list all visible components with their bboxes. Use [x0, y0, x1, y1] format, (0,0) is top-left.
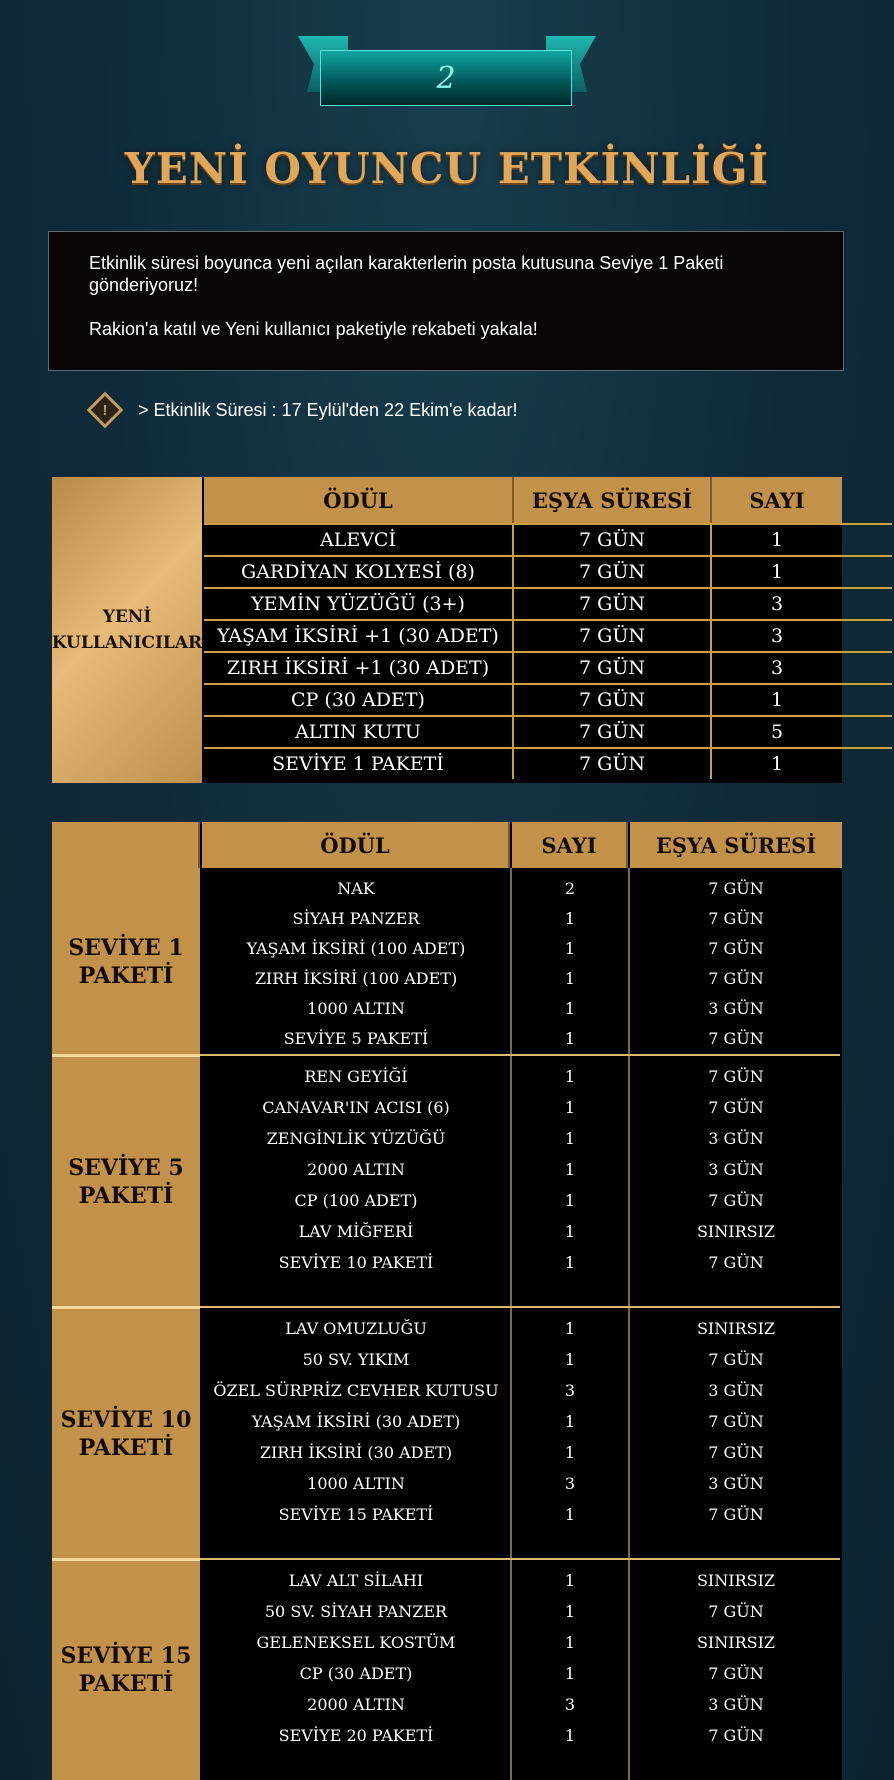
duration-cell: SINIRSIZ — [696, 1571, 776, 1590]
count-cell: 1 — [564, 1191, 576, 1210]
reward-cell: ZENGİNLİK YÜZÜĞÜ — [266, 1129, 446, 1148]
count-cell: 1 — [564, 1726, 576, 1745]
duration-cell: SINIRSIZ — [696, 1222, 776, 1241]
duration-cell: 3 GÜN — [708, 1474, 764, 1493]
count-cell: 3 — [770, 657, 784, 679]
header-item-duration: EŞYA SÜRESİ — [630, 822, 842, 868]
package-divider — [52, 1054, 200, 1057]
count-cell: 1 — [564, 1098, 576, 1117]
reward-cell: NAK — [337, 879, 375, 898]
package-label: SEVİYE 15 PAKETİ — [52, 1560, 200, 1780]
count-cell: 5 — [770, 721, 784, 743]
reward-cell: YAŞAM İKSİRİ (30 ADET) — [251, 1412, 461, 1431]
count-cell: 3 — [564, 1474, 576, 1493]
count-cell: 1 — [770, 561, 784, 583]
count-cell: 1 — [564, 1350, 576, 1369]
reward-cell: 1000 ALTIN — [307, 999, 405, 1018]
count-cell: 1 — [564, 1222, 576, 1241]
count-cell: 3 — [770, 625, 784, 647]
section-number: 2 — [436, 60, 456, 96]
reward-cell: CANAVAR'IN ACISI (6) — [262, 1098, 450, 1117]
table-row — [204, 619, 892, 651]
description-line-1: Etkinlik süresi boyunca yeni açılan karakterlerin posta kutusuna Seviye 1 Paketi gönderiyoruz! — [89, 253, 724, 295]
duration-cell: 7 GÜN — [514, 717, 712, 747]
package-label: SEVİYE 5 PAKETİ — [52, 1056, 200, 1308]
count-cell: 1 — [564, 1664, 576, 1683]
duration-cell: 7 GÜN — [708, 1726, 764, 1745]
reward-cell: GELENEKSEL KOSTÜM — [256, 1633, 456, 1652]
count-cell: 3 — [564, 1695, 576, 1714]
count-cell: 1 — [564, 1029, 576, 1048]
duration-cell: 3 GÜN — [708, 1695, 764, 1714]
table-row — [204, 747, 892, 779]
duration-cell: 7 GÜN — [514, 621, 712, 651]
package-label: SEVİYE 1 PAKETİ — [52, 868, 200, 1056]
duration-cell: 7 GÜN — [708, 939, 764, 958]
table-row — [204, 651, 892, 683]
reward-cell: LAV OMUZLUĞU — [285, 1319, 427, 1338]
event-period-text: > Etkinlik Süresi : 17 Eylül'den 22 Ekim'e kadar! — [138, 399, 518, 420]
ribbon-band — [320, 50, 572, 106]
table-row — [204, 587, 892, 619]
count-cell: 1 — [564, 1505, 576, 1524]
duration-cell: 7 GÜN — [708, 1067, 764, 1086]
duration-cell: 7 GÜN — [514, 749, 712, 779]
duration-cell: 7 GÜN — [708, 879, 764, 898]
header-count: SAYI — [712, 477, 842, 523]
count-cell: 2 — [564, 879, 576, 898]
reward-cell: YAŞAM İKSİRİ +1 (30 ADET) — [204, 621, 514, 651]
header-reward: ÖDÜL — [204, 477, 514, 523]
section-ribbon — [298, 36, 596, 108]
reward-cell: 50 SV. YIKIM — [302, 1350, 410, 1369]
reward-cell: 50 SV. SİYAH PANZER — [264, 1602, 448, 1621]
duration-cell: 7 GÜN — [708, 1098, 764, 1117]
group-divider — [200, 1558, 840, 1560]
group-divider — [200, 1054, 840, 1056]
duration-cell: 7 GÜN — [708, 1350, 764, 1369]
reward-cell: SEVİYE 20 PAKETİ — [278, 1726, 434, 1745]
reward-cell: ALTIN KUTU — [204, 717, 514, 747]
event-period — [88, 392, 518, 428]
reward-cell: SEVİYE 1 PAKETİ — [204, 749, 514, 779]
reward-cell: 2000 ALTIN — [307, 1160, 405, 1179]
header-item-duration: EŞYA SÜRESİ — [514, 477, 712, 523]
duration-cell: 7 GÜN — [708, 1505, 764, 1524]
reward-cell: GARDİYAN KOLYESİ (8) — [204, 557, 514, 587]
count-cell: 1 — [564, 1571, 576, 1590]
reward-cell: YEMİN YÜZÜĞÜ (3+) — [204, 589, 514, 619]
duration-cell: SINIRSIZ — [696, 1633, 776, 1652]
duration-cell: 7 GÜN — [708, 1664, 764, 1683]
count-cell: 1 — [564, 1160, 576, 1179]
count-cell: 3 — [770, 593, 784, 615]
description-line-2: Rakion'a katıl ve Yeni kullanıcı paketiyle rekabeti yakala! — [89, 319, 538, 339]
table-row — [204, 715, 892, 747]
count-cell: 1 — [564, 999, 576, 1018]
header-blank — [52, 822, 200, 868]
duration-cell: 7 GÜN — [514, 557, 712, 587]
event-description-box — [48, 231, 844, 371]
reward-cell: SEVİYE 15 PAKETİ — [278, 1505, 434, 1524]
reward-cell: ALEVCİ — [204, 525, 514, 555]
table-row — [204, 523, 892, 555]
reward-cell: REN GEYİĞİ — [304, 1067, 408, 1086]
duration-cell: 3 GÜN — [708, 1160, 764, 1179]
package-divider — [52, 1558, 200, 1561]
count-cell: 1 — [564, 1253, 576, 1272]
duration-cell: 7 GÜN — [708, 1253, 764, 1272]
duration-cell: 7 GÜN — [708, 1602, 764, 1621]
warning-icon: ! — [87, 392, 124, 429]
count-cell: 3 — [564, 1381, 576, 1400]
reward-cell: CP (30 ADET) — [204, 685, 514, 715]
count-cell: 1 — [564, 969, 576, 988]
reward-cell: SİYAH PANZER — [292, 909, 420, 928]
reward-cell: CP (30 ADET) — [299, 1664, 413, 1683]
reward-cell: SEVİYE 5 PAKETİ — [283, 1029, 429, 1048]
count-cell: 1 — [770, 753, 784, 775]
count-cell: 1 — [770, 689, 784, 711]
reward-cell: SEVİYE 10 PAKETİ — [278, 1253, 434, 1272]
duration-cell: 7 GÜN — [708, 1412, 764, 1431]
count-cell: 1 — [564, 1412, 576, 1431]
package-label: SEVİYE 10 PAKETİ — [52, 1308, 200, 1560]
reward-cell: CP (100 ADET) — [294, 1191, 418, 1210]
count-cell: 1 — [564, 1319, 576, 1338]
table-row — [204, 683, 892, 715]
duration-cell: 3 GÜN — [708, 1381, 764, 1400]
count-cell: 1 — [564, 1443, 576, 1462]
count-cell: 1 — [564, 1633, 576, 1652]
duration-cell: 7 GÜN — [514, 685, 712, 715]
reward-cell: YAŞAM İKSİRİ (100 ADET) — [246, 939, 466, 958]
duration-cell: 7 GÜN — [514, 525, 712, 555]
reward-cell: 1000 ALTIN — [307, 1474, 405, 1493]
table-row — [204, 555, 892, 587]
reward-cell: ZIRH İKSİRİ (100 ADET) — [254, 969, 458, 988]
reward-cell: ÖZEL SÜRPRİZ CEVHER KUTUSU — [213, 1381, 499, 1400]
duration-cell: 7 GÜN — [708, 1029, 764, 1048]
reward-cell: 2000 ALTIN — [307, 1695, 405, 1714]
duration-cell: 7 GÜN — [514, 653, 712, 683]
header-reward: ÖDÜL — [202, 822, 510, 868]
duration-cell: 7 GÜN — [708, 969, 764, 988]
count-cell: 1 — [564, 939, 576, 958]
count-cell: 1 — [564, 1067, 576, 1086]
reward-cell: ZIRH İKSİRİ +1 (30 ADET) — [204, 653, 514, 683]
header-count: SAYI — [512, 822, 628, 868]
new-users-reward-table — [52, 477, 842, 783]
reward-cell: LAV MİĞFERİ — [298, 1222, 414, 1241]
duration-cell: 7 GÜN — [514, 589, 712, 619]
duration-cell: 3 GÜN — [708, 1129, 764, 1148]
group-divider — [200, 1306, 840, 1308]
duration-cell: SINIRSIZ — [696, 1319, 776, 1338]
reward-cell: ZIRH İKSİRİ (30 ADET) — [259, 1443, 453, 1462]
duration-cell: 7 GÜN — [708, 1443, 764, 1462]
reward-cell: LAV ALT SİLAHI — [288, 1571, 424, 1590]
duration-cell: 3 GÜN — [708, 999, 764, 1018]
package-divider — [52, 1306, 200, 1309]
count-cell: 1 — [564, 1129, 576, 1148]
duration-cell: 7 GÜN — [708, 1191, 764, 1210]
count-cell: 1 — [564, 1602, 576, 1621]
count-cell: 1 — [770, 529, 784, 551]
duration-cell: 7 GÜN — [708, 909, 764, 928]
new-users-label: YENİ KULLANICILAR — [52, 477, 202, 783]
page-title: YENİ OYUNCU ETKİNLİĞİ — [124, 144, 770, 193]
level-packages-table — [52, 822, 842, 1780]
count-cell: 1 — [564, 909, 576, 928]
